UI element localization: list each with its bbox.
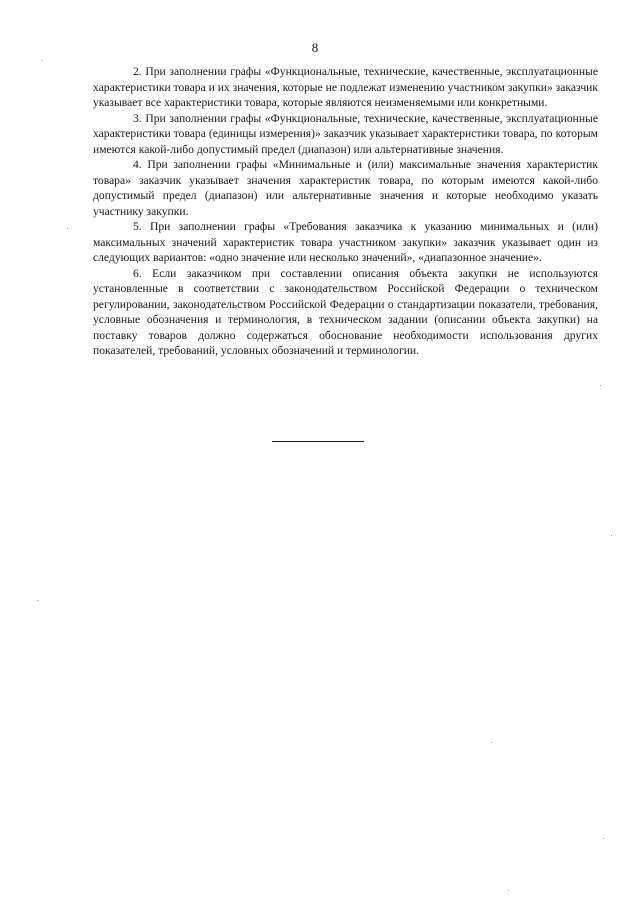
paragraph-3: 3. При заполнении графы «Функциональные, технические, качественные, эксплуатационные характеристики товара (единицы измерения)» заказчик указывает характеристики товара, по которым имеются какой-либо допустимый предел (диапазон) или альтернативные значения. (93, 111, 598, 156)
page-number: 8 (311, 40, 319, 55)
paragraph-2: 2. При заполнении графы «Функциональные, технические, качественные, эксплуатационные характеристики товара и их значения, которые не подлежат изменению участником закупки» заказчик указывает все характеристики товара, которые являются неизменяемыми или конкретными. (93, 65, 598, 109)
scan-speck (611, 535, 612, 536)
scan-speck (67, 228, 68, 229)
scan-speck (603, 838, 604, 839)
end-divider-line (272, 441, 364, 442)
paragraph-6: 6. Если заказчиком при составлении описания объекта закупки не используются установленные в соответствии с законодательством Российской Федерации о техническом регулировании, законодательством Российской Федерации о стандартизации показатели, требования, условные обозначения и терминология, в техническом задании (описании объекта закупки) на поставку товаров должно содержаться обоснование необходимости использования других показателей, требований, условных обозначений и терминологии. (93, 266, 598, 357)
paragraph-4: 4. При заполнении графы «Минимальные и (или) максимальные значения характеристик товара» заказчик указывает значения характеристик товара, по которым имеются какой-либо допустимый предел (диапазон) или альтернативные значения и которые необходимо указать участнику закупки. (93, 158, 598, 218)
scan-speck (508, 890, 509, 891)
paragraph-5: 5. При заполнении графы «Требования заказчика к указанию минимальных и (или) максимальных значений характеристик товара участником закупки» заказчик указывает один из следующих вариантов: «одно значение или несколько значений», «диапазонное значение». (93, 220, 598, 264)
scan-speck (42, 60, 43, 61)
scan-speck (600, 385, 601, 386)
scan-speck (37, 600, 38, 601)
document-body (93, 64, 598, 359)
scan-speck (491, 742, 492, 743)
